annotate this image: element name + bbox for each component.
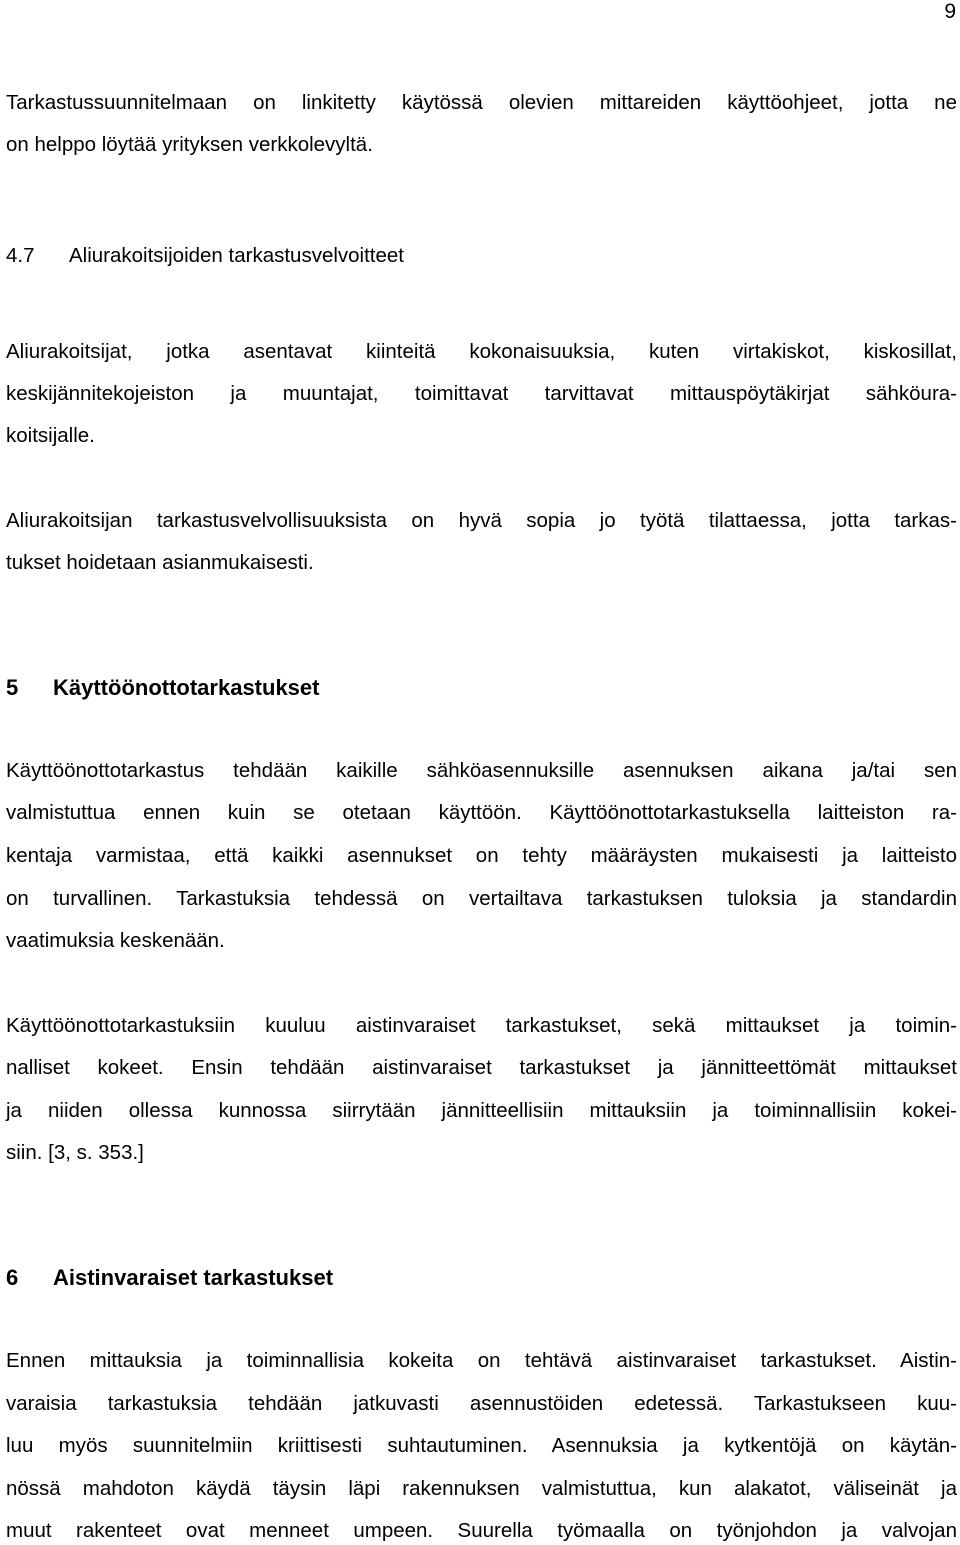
paragraph-3-line-2: tukset hoidetaan asianmukaisesti. xyxy=(6,551,314,574)
chapter-number: 6 xyxy=(6,1265,19,1290)
section-title: Aliurakoitsijoiden tarkastusvelvoitteet xyxy=(69,244,404,267)
paragraph-6-line-1: Ennen mittauksia ja toiminnallisia kokeita on tehtävä aistinvaraiset tarkastukset. Aistin- xyxy=(6,1349,957,1372)
paragraph-5-line-3: ja niiden ollessa kunnossa siirrytään jännitteellisiin mittauksiin ja toiminnallisiin kokei- xyxy=(6,1099,957,1122)
section-number: 4.7 xyxy=(6,244,35,267)
paragraph-2-line-2: keskijännitekojeiston ja muuntajat, toimittavat tarvittavat mittauspöytäkirjat sähköura- xyxy=(6,382,957,405)
chapter-heading-5 xyxy=(6,674,319,702)
chapter-number: 5 xyxy=(6,675,19,700)
paragraph-5-line-2: nalliset kokeet. Ensin tehdään aistinvaraiset tarkastukset ja jännitteettömät mittaukset xyxy=(6,1056,957,1079)
paragraph-1-line-2: on helppo löytää yrityksen verkkolevyltä. xyxy=(6,133,373,156)
paragraph-4-line-1: Käyttöönottotarkastus tehdään kaikille sähköasennuksille asennuksen aikana ja/tai sen xyxy=(6,759,957,782)
chapter-heading-6 xyxy=(6,1264,333,1292)
paragraph-3-line-1: Aliurakoitsijan tarkastusvelvollisuuksista on hyvä sopia jo työtä tilattaessa, jotta tarkas- xyxy=(6,509,957,532)
paragraph-5-line-1: Käyttöönottotarkastuksiin kuuluu aistinvaraiset tarkastukset, sekä mittaukset ja toimin- xyxy=(6,1014,957,1037)
paragraph-2-line-1: Aliurakoitsijat, jotka asentavat kiinteitä kokonaisuuksia, kuten virtakiskot, kiskosillat, xyxy=(6,340,957,363)
paragraph-6-line-2: varaisia tarkastuksia tehdään jatkuvasti asennustöiden edetessä. Tarkastukseen kuu- xyxy=(6,1392,957,1415)
paragraph-2-line-3: koitsijalle. xyxy=(6,424,95,447)
paragraph-1-line-1: Tarkastussuunnitelmaan on linkitetty käytössä olevien mittareiden käyttöohjeet, jotta ne xyxy=(6,91,957,114)
paragraph-6-line-5: muut rakenteet ovat menneet umpeen. Suurella työmaalla on työnjohdon ja valvojan xyxy=(6,1519,957,1542)
paragraph-5-line-4: siin. [3, s. 353.] xyxy=(6,1141,144,1164)
section-heading-4-7 xyxy=(6,243,404,269)
paragraph-4-line-4: on turvallinen. Tarkastuksia tehdessä on vertailtava tarkastuksen tuloksia ja standardin xyxy=(6,887,957,910)
paragraph-6-line-3: luu myös suunnitelmiin kriittisesti suhtautuminen. Asennuksia ja kytkentöjä on käytän- xyxy=(6,1434,957,1457)
chapter-title: Aistinvaraiset tarkastukset xyxy=(53,1265,334,1290)
chapter-title: Käyttöönottotarkastukset xyxy=(53,675,320,700)
paragraph-6-line-4: nössä mahdoton käydä täysin läpi rakennuksen valmistuttua, kun alakatot, väliseinät ja xyxy=(6,1477,957,1500)
paragraph-4-line-2: valmistuttua ennen kuin se otetaan käyttöön. Käyttöönottotarkastuksella laitteiston ra- xyxy=(6,801,957,824)
paragraph-4-line-3: kentaja varmistaa, että kaikki asennukset on tehty määräysten mukaisesti ja laitteisto xyxy=(6,844,957,867)
page-number: 9 xyxy=(944,0,956,23)
paragraph-4-line-5: vaatimuksia keskenään. xyxy=(6,929,225,952)
